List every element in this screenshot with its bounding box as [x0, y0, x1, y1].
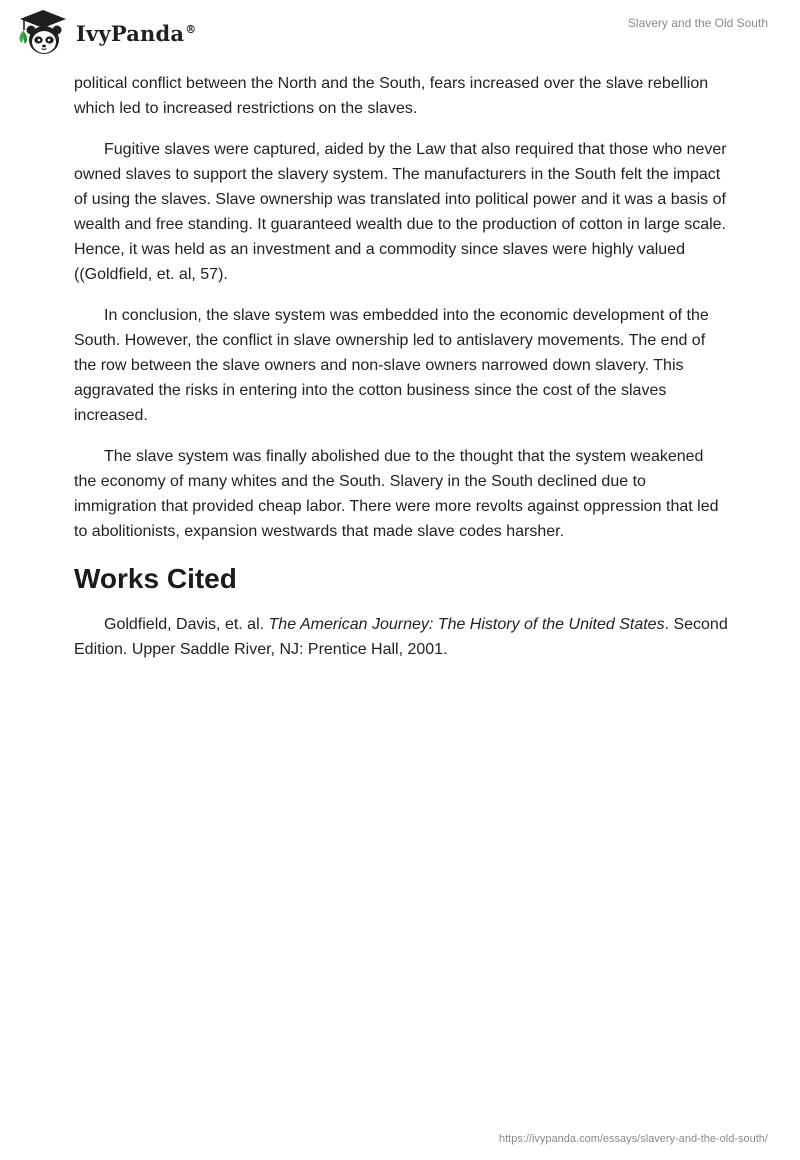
panda-graduate-icon [14, 8, 72, 58]
body-paragraph: In conclusion, the slave system was embedded into the economic development of the South. However, the conflict in slave ownership led to antislavery movements. The end of the row between the slave owners and non-slave owners narrowed down slavery. This aggravated the risks in entering into the cotton business since the cost of the slaves increased. [74, 307, 709, 424]
essay-body [74, 71, 728, 678]
citation-entry: Goldfield, Davis, et. al. The American Journey: The History of the United States. Second Edition. Upper Saddle River, NJ: Prentice Hall, 2001. [74, 616, 728, 658]
body-paragraph: The slave system was finally abolished due to the thought that the system weakened the economy of many whites and the South. Slavery in the South declined due to immigration that provided cheap labor. There were more revolts against oppression that led to abolitionists, expansion westwards that made slave codes harsher. [74, 448, 719, 540]
brand-logo[interactable] [14, 8, 196, 58]
brand-name: IvyPanda® [76, 20, 197, 46]
citation-details: Second Edition. Upper Saddle River, NJ: Prentice Hall, 2001. [74, 616, 728, 658]
works-cited-heading: Works Cited [74, 563, 237, 594]
citation-title: The American Journey: The History of the United States [268, 616, 665, 633]
body-paragraph: Fugitive slaves were captured, aided by the Law that also required that those who never owned slaves to support the slavery system. The manufacturers in the South felt the impact of using the slaves. Slave ownership was translated into political power and it was a basis of wealth and free standing. It guaranteed wealth due to the production of cotton in large scale. Hence, it was held as an investment and a commodity since slaves were highly valued ((Goldfield, et. al, 57). [74, 141, 727, 283]
source-url[interactable]: https://ivypanda.com/essays/slavery-and-the-old-south/ [498, 1133, 768, 1145]
body-paragraph: political conflict between the North and the South, fears increased over the slave rebellion which led to increased restrictions on the slaves. [74, 75, 709, 117]
running-title: Slavery and the Old South [627, 16, 768, 30]
registered-mark: ® [185, 22, 197, 36]
citation-authors: Goldfield, Davis, et. al. [104, 616, 265, 633]
page-header [0, 0, 800, 70]
